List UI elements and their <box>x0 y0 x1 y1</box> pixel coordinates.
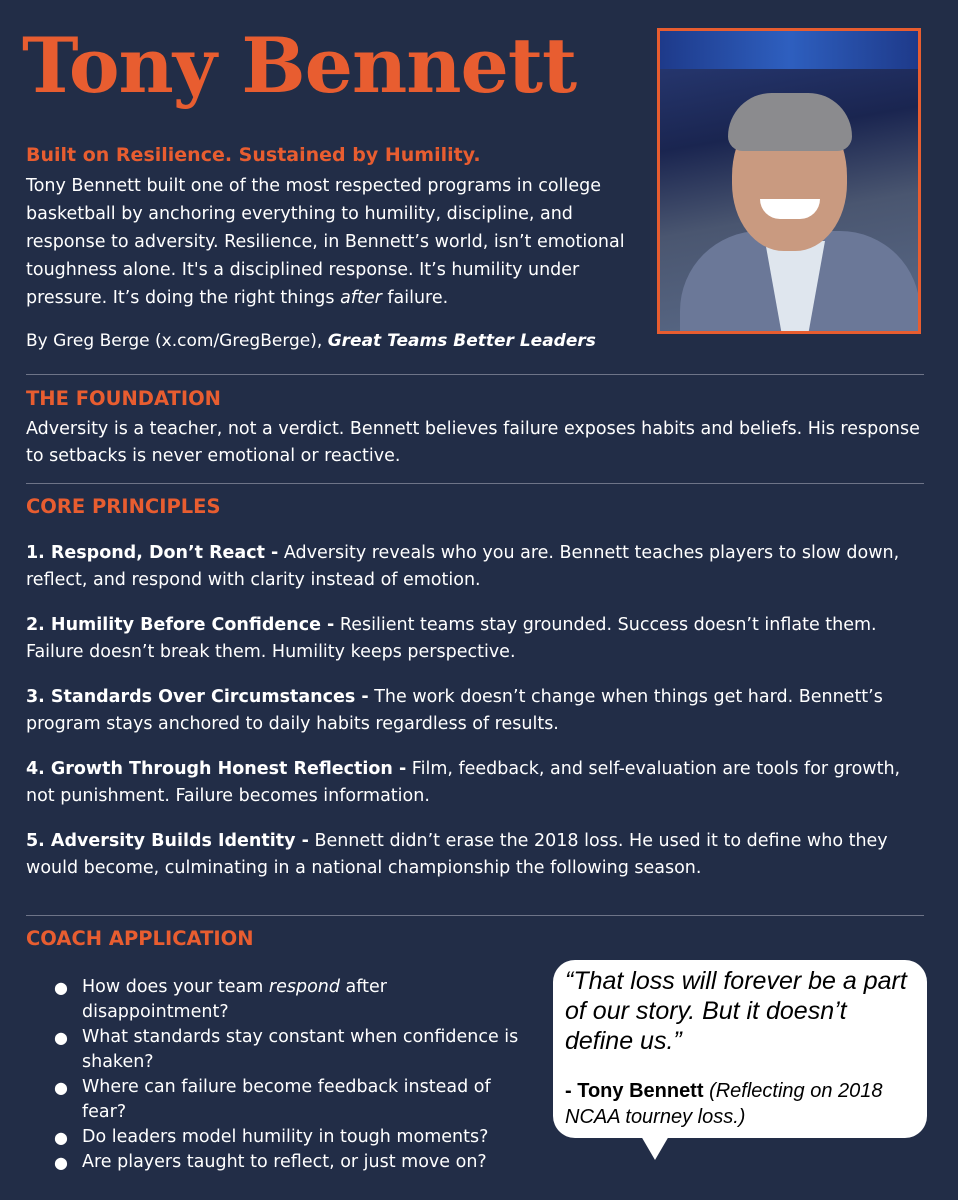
byline <box>26 331 596 351</box>
photo-hair <box>728 93 852 151</box>
application-heading: COACH APPLICATION <box>26 927 254 950</box>
principle-item <box>26 828 931 882</box>
list-item <box>52 1075 537 1125</box>
bullet-icon: ● <box>54 1078 68 1097</box>
principle-item <box>26 612 931 666</box>
intro-main: Tony Bennett built one of the most respected programs in college basketball by anchoring everything to humility, discipline, and response to adversity. Resilience, in Bennett’s world, isn’t emotional toughness alone. It's a disciplined response. It’s humility under pressure. It’s doing the right things <box>26 176 625 308</box>
quote-context: (Reflecting on 2018 NCAA tourney loss.) <box>565 1080 883 1128</box>
intro-end: failure. <box>381 288 449 308</box>
byline-author: By Greg Berge (x.com/GregBerge), <box>26 331 328 351</box>
question-text: Where can failure become feedback instead of fear? <box>82 1077 491 1122</box>
foundation-heading: THE FOUNDATION <box>26 387 221 410</box>
list-item <box>52 1125 537 1150</box>
principle-item <box>26 684 931 738</box>
coach-photo <box>657 28 921 334</box>
quote-author: - Tony Bennett <box>565 1080 704 1102</box>
list-item <box>52 975 537 1025</box>
arena-banner <box>660 31 918 69</box>
principle-text: The work doesn’t change when things get hard. Bennett’s program stays anchored to daily habits regardless of results. <box>26 687 883 734</box>
quote-attribution <box>565 1078 915 1130</box>
divider <box>26 915 924 916</box>
divider <box>26 374 924 375</box>
bullet-icon: ● <box>54 1153 68 1172</box>
principle-title: 1. Respond, Don’t React - <box>26 543 279 563</box>
question-text: after disappointment? <box>82 977 387 1022</box>
principle-text: Resilient teams stay grounded. Success doesn’t inflate them. Failure doesn’t break them. Humility keeps perspective. <box>26 615 877 662</box>
byline-book: Great Teams Better Leaders <box>327 331 596 351</box>
list-item <box>52 1025 537 1075</box>
bullet-icon: ● <box>54 1028 68 1047</box>
page-title: Tony Bennett <box>22 21 577 110</box>
list-item <box>52 1150 537 1175</box>
principle-item <box>26 756 931 810</box>
tagline: Built on Resilience. Sustained by Humility. <box>26 144 481 166</box>
principle-item <box>26 540 931 594</box>
principle-title: 5. Adversity Builds Identity - <box>26 831 309 851</box>
principle-title: 4. Growth Through Honest Reflection - <box>26 759 407 779</box>
intro-emphasis: after <box>340 288 382 308</box>
foundation-text: Adversity is a teacher, not a verdict. Bennett believes failure exposes habits and beliefs. His response to setbacks is never emotional or reactive. <box>26 419 920 466</box>
question-emphasis: respond <box>268 977 340 997</box>
principle-title: 3. Standards Over Circumstances - <box>26 687 369 707</box>
divider <box>26 483 924 484</box>
principles-heading: CORE PRINCIPLES <box>26 495 221 518</box>
principle-text: Bennett didn’t erase the 2018 loss. He used it to define who they would become, culminating in a national championship the following season. <box>26 831 888 878</box>
bullet-icon: ● <box>54 1128 68 1147</box>
question-text: What standards stay constant when confidence is shaken? <box>82 1027 519 1072</box>
quote-bubble <box>553 960 927 1138</box>
question-text: How does your team <box>82 977 269 997</box>
principle-title: 2. Humility Before Confidence - <box>26 615 335 635</box>
principle-text: Adversity reveals who you are. Bennett teaches players to slow down, reflect, and respond with clarity instead of emotion. <box>26 543 900 590</box>
bullet-icon: ● <box>54 978 68 997</box>
question-text: Are players taught to reflect, or just move on? <box>82 1152 487 1172</box>
question-text: Do leaders model humility in tough moments? <box>82 1127 489 1147</box>
quote-text: “That loss will forever be a part of our story. But it doesn’t define us.” <box>565 967 907 1055</box>
intro-paragraph <box>26 172 656 312</box>
principle-text: Film, feedback, and self-evaluation are tools for growth, not punishment. Failure becomes information. <box>26 759 901 806</box>
coach-questions-list <box>52 975 537 1175</box>
